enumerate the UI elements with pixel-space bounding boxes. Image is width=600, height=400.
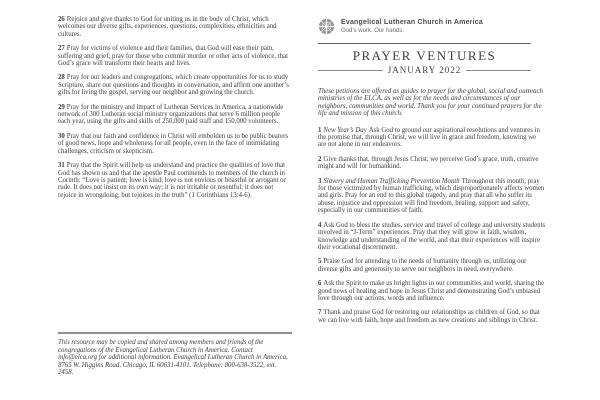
paragraph-text: Ask the Spirit to make us bright lights in our communities and world, sharing the good news of healing and hope in Jesus Christ and demonstrating God’s unbiased love through our actions, words and influence. bbox=[318, 280, 545, 302]
paragraph-text: Thank and praise God for restoring our relationships as children of God, so that we can live with faith, hope and freedom as new creations and siblings in Christ. bbox=[318, 309, 540, 324]
paragraph-text: Ask God to bless the studies, service and travel of college and university students involved in “J-Term” experiences. Pray that they will grow in faith, wisdom, knowledge and understanding of the world, and that their experiences will inspire their vocational discernment. bbox=[318, 221, 546, 251]
paragraph-number: 6 bbox=[318, 280, 322, 288]
prayer-paragraph bbox=[58, 45, 292, 67]
prayer-paragraph bbox=[318, 178, 546, 215]
prayer-paragraph bbox=[58, 74, 292, 96]
paragraph-text: Praise God for attending to the needs of humanity through us, utilizing our diverse gifts and generosity to serve our neighbors in need, everywhere. bbox=[318, 258, 527, 273]
copyright-notice: This resource may be copied and shared among members and friends of the congregations of the Evangelical Lutheran Church in America. Contact info@elca.org for additional information. Evangelical Lutheran Church in America, 8765 W. Higgins Road, Chicago, IL 60631-4101. Telephone: 800-638-3522, ext. 2458. bbox=[58, 339, 288, 376]
prayer-paragraph bbox=[318, 222, 546, 252]
page-title: PRAYER VENTURES bbox=[352, 48, 497, 63]
issue-date: JANUARY 2022 bbox=[387, 65, 462, 75]
paragraph-number: 27 bbox=[58, 45, 65, 53]
paragraph-number: 26 bbox=[58, 16, 65, 23]
masthead-top-rule bbox=[318, 43, 531, 44]
prayer-paragraph bbox=[318, 309, 546, 324]
footer bbox=[58, 332, 292, 377]
paragraph-text: Rejoice and give thanks to God for uniting us in the body of Christ, which welcomes our diverse gifts, experiences, questions, complexities, ethnicities and cultures. bbox=[58, 16, 277, 38]
org-tagline: God’s work. Our hands. bbox=[341, 27, 404, 34]
paragraph-number: 3 bbox=[318, 177, 322, 185]
prayer-paragraph bbox=[58, 162, 292, 199]
paragraph-number: 1 bbox=[318, 126, 322, 134]
paragraph-number: 4 bbox=[318, 221, 322, 229]
intro-paragraph: These petitions are offered as guides to prayer for the global, social and outreach ministries of the ELCA, as well as for the needs and circumstances of our neighbors, communities and world. Thank you for your continued prayers for the life and mission of this church. bbox=[318, 88, 544, 118]
prayer-paragraph bbox=[318, 258, 546, 273]
subtitle-right-rule bbox=[466, 70, 531, 71]
paragraph-text: Pray that our faith and confidence in Christ will embolden us to be public bearers of good news, hope and wholeness for all people, even in the face of intimidating challenges, criticism or skepticism. bbox=[58, 132, 289, 155]
footer-divider bbox=[58, 332, 292, 334]
paragraph-number: 29 bbox=[58, 103, 65, 111]
left-column bbox=[58, 16, 292, 206]
elca-globe-icon bbox=[318, 18, 335, 35]
paragraph-number: 7 bbox=[318, 309, 322, 317]
paragraph-text: Ask God to ground our aspirational resolutions and ventures in the promise that, through Christ, we will live in grace and freedom, knowing we are not alone in our endeavors. bbox=[318, 126, 540, 149]
elca-logo bbox=[318, 18, 546, 35]
paragraph-text: Give thanks that, through Jesus Christ, we perceive God’s grace, truth, creative might and will for humankind. bbox=[318, 155, 539, 171]
org-name: Evangelical Lutheran Church in America bbox=[341, 19, 483, 27]
prayer-paragraph bbox=[318, 156, 546, 171]
prayer-paragraph bbox=[318, 127, 546, 149]
right-column bbox=[318, 14, 546, 331]
issue-date-row bbox=[318, 65, 531, 75]
paragraph-number: 28 bbox=[58, 74, 65, 82]
paragraph-heading: New Year’s Day bbox=[323, 126, 367, 134]
paragraph-number: 31 bbox=[58, 162, 65, 170]
paragraph-text: Pray for our leaders and congregations, which create opportunities for us to study Scripture, share our questions and thoughts in conversation, and affirm one another’s gifts for living the gospel, serving our neighbor and growing the church. bbox=[58, 74, 289, 97]
paragraph-text: Pray that the Spirit will help us understand and practice the qualities of love that God has shown us and that the apostle Paul commends to members of the church in Corinth: “Love is patient; love is kind; love is not envious or boastful or arrogant or rude. It does not insist on its own way; it is not irritable or resentful; it does not rejoice in wrongdoing, but rejoices in the truth” (1 Corinthians 13:4-6). bbox=[58, 162, 286, 199]
paragraph-text: Pray for victims of violence and their families, that God will ease their pain, suffering and grief; pray for those who commit murder or other acts of violence, that God’s grace will transform their hearts and lives. bbox=[58, 45, 288, 68]
prayer-paragraph bbox=[58, 104, 292, 126]
prayer-paragraph bbox=[58, 133, 292, 155]
paragraph-number: 2 bbox=[318, 155, 322, 163]
paragraph-number: 30 bbox=[58, 132, 65, 140]
subtitle-left-rule bbox=[318, 70, 383, 71]
prayer-paragraph bbox=[318, 280, 546, 302]
paragraph-text: Pray for the ministry and impact of Lutheran Services in America, a nationwide network of 300 Lutheran social ministry organizations that serve 6 million people each year, using the gifts and skills of 250,000 paid staff and 150,000 volunteers. bbox=[58, 103, 284, 126]
paragraph-text: Throughout this month, pray for those victimized by human trafficking, which disproportionately affects women and girls. Pray for an end to this global tragedy, and pray that all who suffer its abuse, injustice and oppression will find freedom, healing, support and safety, especially in our communities of faith. bbox=[318, 177, 545, 215]
paragraph-number: 5 bbox=[318, 258, 322, 266]
logo-text bbox=[341, 19, 483, 34]
paragraph-heading: Slavery and Human Trafficking Prevention Month bbox=[323, 177, 460, 185]
prayer-paragraph bbox=[58, 16, 292, 38]
masthead bbox=[318, 43, 531, 75]
